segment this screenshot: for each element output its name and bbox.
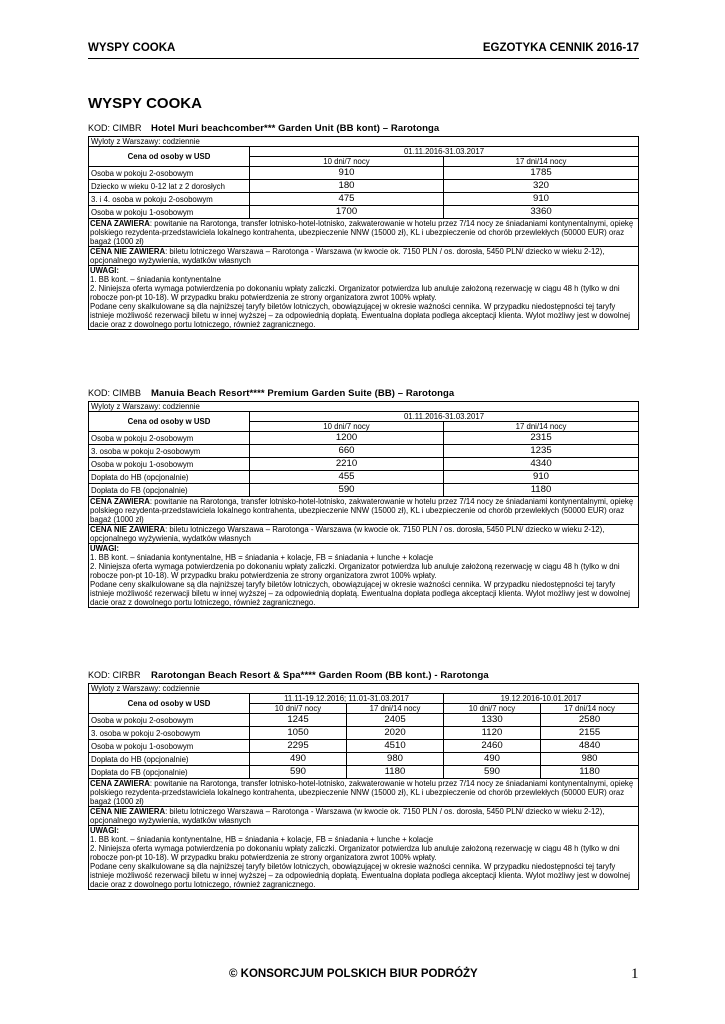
page-header (88, 42, 639, 59)
price-excludes: CENA NIE ZAWIERA: biletu lotniczego Warszawa – Rarotonga - Warszawa (w kwocie ok. 7150 PLN / os. dorosła, 5450 PLN/ dziecko w wieku 2-12), opcjonalnego wyżywienia, wydatków własnych (89, 807, 639, 826)
departures: Wyloty z Warszawy: codziennie (89, 402, 639, 412)
hotel-name: Hotel Muri beachcomber*** Garden Unit (BB kont) – Rarotonga (151, 123, 440, 134)
price-includes: CENA ZAWIERA: powitanie na Rarotonga, transfer lotnisko-hotel-lotnisko, zakwaterowanie w hotelu przez 7/14 nocy ze śniadaniami kontynentalnymi, opiekę polskiego rezydenta-przedstawiciela lokalnego kontrahenta, ubezpieczenie NNW (15000 zł), KL i ubezpieczenie od chorób przewlekłych (50000 EUR) oraz bagaż (1000 zł) (89, 779, 639, 807)
page-title: WYSPY COOKA (88, 95, 202, 112)
duration-header: 10 dni/7 nocy (250, 157, 444, 167)
header-right: EGZOTYKA CENNIK 2016-17 (482, 42, 639, 54)
table-row: Dopłata do HB (opcjonalnie) 455 910 (89, 471, 639, 484)
period-header: 01.11.2016-31.03.2017 (250, 147, 639, 157)
table-row: Osoba w pokoju 1-osobowym 1700 3360 (89, 206, 639, 219)
duration-header: 10 dni/7 nocy (250, 704, 347, 714)
price-label: Cena od osoby w USD (89, 147, 250, 167)
duration-header: 10 dni/7 nocy (250, 422, 444, 432)
price-label: Cena od osoby w USD (89, 694, 250, 714)
duration-header: 17 dni/14 nocy (541, 704, 639, 714)
duration-header: 17 dni/14 nocy (444, 422, 639, 432)
hotel-heading-1 (88, 123, 648, 134)
notes: UWAGI: 1. BB kont. – śniadania kontynentalne, HB = śniadania + kolacje, FB = śniadania + lunche + kolacje 2. Niniejsza oferta wymaga potwierdzenia po dokonaniu wpłaty zaliczki. Organizator potwierdza lub anuluje założoną rezerwację w ciągu 48 h (tylko w dni robocze pon-pt 10-18). W przypadku braku potwierdzenia ze strony organizatora zwrot 100% wpłaty. Podane ceny skalkulowane są dla najniższej taryfy biletów lotniczych, obowiązującej w okresie ważności cennika. W przypadku niedostępności tej taryfy istnieje możliwość rezerwacji biletu w innej wyższej – za odpowiednią dopłatą. Ewentualna dopłata podlega akceptacji klienta. Wylot możliwy jest w dowolnej dacie oraz z dowolnego portu lotniczego, również zagranicznego. (89, 826, 639, 890)
departures: Wyloty z Warszawy: codziennie (89, 684, 639, 694)
price-table-1 (88, 136, 639, 330)
notes: UWAGI: 1. BB kont. – śniadania kontynentalne, HB = śniadania + kolacje, FB = śniadania + lunche + kolacje 2. Niniejsza oferta wymaga potwierdzenia po dokonaniu wpłaty zaliczki. Organizator potwierdza lub anuluje założoną rezerwację w ciągu 48 h (tylko w dni robocze pon-pt 10-18). W przypadku braku potwierdzenia ze strony organizatora zwrot 100% wpłaty. Podane ceny skalkulowane są dla najniższej taryfy biletów lotniczych, obowiązującej w okresie ważności cennika. W przypadku niedostępności tej taryfy istnieje możliwość rezerwacji biletu w innej wyższej – za odpowiednią dopłatą. Ewentualna dopłata podlega akceptacji klienta. Wylot możliwy jest w dowolnej dacie oraz z dowolnego portu lotniczego, również zagranicznego. (89, 544, 639, 608)
table-row: Osoba w pokoju 1-osobowym 2295 4510 2460 4840 (89, 740, 639, 753)
duration-header: 10 dni/7 nocy (444, 704, 541, 714)
price-excludes: CENA NIE ZAWIERA: biletu lotniczego Warszawa – Rarotonga - Warszawa (w kwocie ok. 7150 PLN / os. dorosła, 5450 PLN/ dziecko w wieku 2-12), opcjonalnego wyżywienia, wydatków własnych (89, 247, 639, 266)
hotel-code: KOD: CIRBR (88, 670, 141, 680)
hotel-code: KOD: CIMBB (88, 388, 142, 398)
hotel-heading-2 (88, 388, 648, 399)
page-number: 1 (631, 966, 639, 982)
hotel-name: Manuia Beach Resort**** Premium Garden Suite (BB) – Rarotonga (151, 388, 455, 399)
duration-header: 17 dni/14 nocy (347, 704, 444, 714)
table-row: Dopłata do FB (opcjonalnie) 590 1180 590 1180 (89, 766, 639, 779)
header-left: WYSPY COOKA (88, 42, 176, 54)
notes: UWAGI: 1. BB kont. – śniadania kontynentalne 2. Niniejsza oferta wymaga potwierdzenia po dokonaniu wpłaty zaliczki. Organizator potwierdza lub anuluje założoną rezerwację w ciągu 48 h (tylko w dni robocze pon-pt 10-18). W przypadku braku potwierdzenia ze strony organizatora zwrot 100% wpłaty. Podane ceny skalkulowane są dla najniższej taryfy biletów lotniczych, obowiązującej w okresie ważności cennika. W przypadku niedostępności tej taryfy istnieje możliwość rezerwacji biletu w innej wyższej – za odpowiednią dopłatą. Ewentualna dopłata podlega akceptacji klienta. Wylot możliwy jest w dowolnej dacie oraz z dowolnego portu lotniczego, również zagranicznego. (89, 266, 639, 330)
price-table-3 (88, 683, 639, 890)
price-includes: CENA ZAWIERA: powitanie na Rarotonga, transfer lotnisko-hotel-lotnisko, zakwaterowanie w hotelu przez 7/14 nocy ze śniadaniami kontynentalnymi, opiekę polskiego rezydenta-przedstawiciela lokalnego kontrahenta, ubezpieczenie NNW (15000 zł), KL i ubezpieczenie od chorób przewlekłych (50000 EUR) oraz bagaż (1000 zł) (89, 219, 639, 247)
table-row: Osoba w pokoju 2-osobowym 1245 2405 1330 2580 (89, 714, 639, 727)
duration-header: 17 dni/14 nocy (444, 157, 639, 167)
period-header: 11.11-19.12.2016; 11.01-31.03.2017 (250, 694, 444, 704)
hotel-heading-3 (88, 670, 648, 681)
table-row: Dopłata do FB (opcjonalnie) 590 1180 (89, 484, 639, 497)
hotel-name: Rarotongan Beach Resort & Spa**** Garden Room (BB kont.) - Rarotonga (151, 670, 489, 681)
table-row: 3. osoba w pokoju 2-osobowym 660 1235 (89, 445, 639, 458)
departures: Wyloty z Warszawy: codziennie (89, 137, 639, 147)
price-table-2 (88, 401, 639, 608)
table-row: 3. i 4. osoba w pokoju 2-osobowym 475 910 (89, 193, 639, 206)
price-excludes: CENA NIE ZAWIERA: biletu lotniczego Warszawa – Rarotonga - Warszawa (w kwocie ok. 7150 PLN / os. dorosła, 5450 PLN/ dziecko w wieku 2-12), opcjonalnego wyżywienia, wydatków własnych (89, 525, 639, 544)
table-row: Osoba w pokoju 1-osobowym 2210 4340 (89, 458, 639, 471)
table-row: 3. osoba w pokoju 2-osobowym 1050 2020 1120 2155 (89, 727, 639, 740)
table-row: Osoba w pokoju 2-osobowym 1200 2315 (89, 432, 639, 445)
period-header: 19.12.2016-10.01.2017 (444, 694, 639, 704)
footer-text: © KONSORCJUM POLSKICH BIUR PODRÓŻY (229, 968, 478, 980)
table-row: Osoba w pokoju 2-osobowym 910 1785 (89, 167, 639, 180)
period-header: 01.11.2016-31.03.2017 (250, 412, 639, 422)
hotel-code: KOD: CIMBR (88, 123, 142, 133)
table-row: Dziecko w wieku 0-12 lat z 2 dorosłych 180 320 (89, 180, 639, 193)
table-row: Dopłata do HB (opcjonalnie) 490 980 490 980 (89, 753, 639, 766)
price-label: Cena od osoby w USD (89, 412, 250, 432)
price-includes: CENA ZAWIERA: powitanie na Rarotonga, transfer lotnisko-hotel-lotnisko, zakwaterowanie w hotelu przez 7/14 nocy ze śniadaniami kontynentalnymi, opiekę polskiego rezydenta-przedstawiciela lokalnego kontrahenta, ubezpieczenie NNW (15000 zł), KL i ubezpieczenie od chorób przewlekłych (50000 EUR) oraz bagaż (1000 zł) (89, 497, 639, 525)
